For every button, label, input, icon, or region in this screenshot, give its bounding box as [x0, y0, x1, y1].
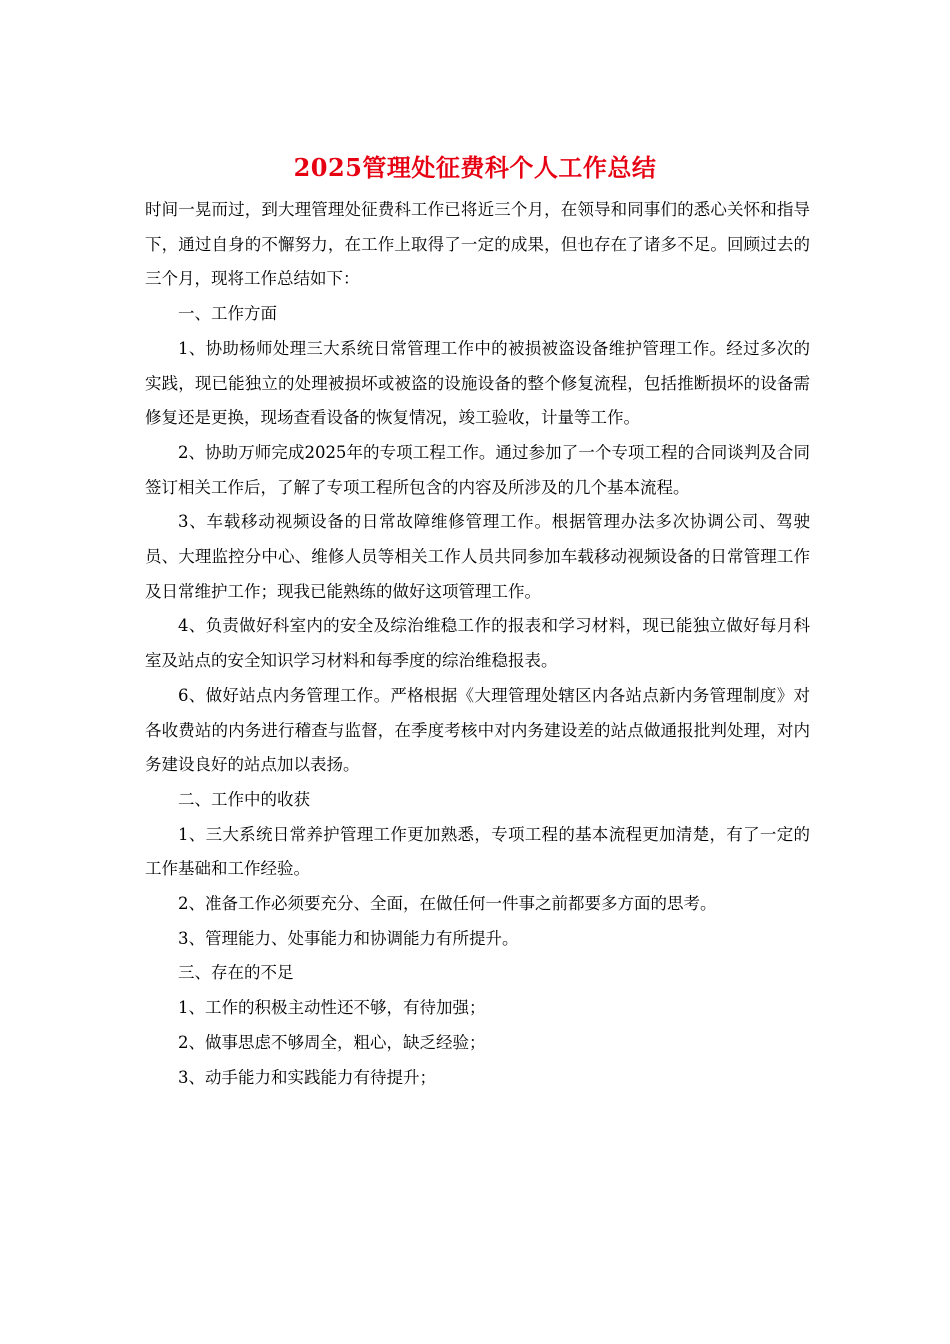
- paragraph-gain-item-2: 2、准备工作必须要充分、全面，在做任何一件事之前都要多方面的思考。: [178, 894, 717, 914]
- document-body: [145, 193, 810, 1095]
- paragraph-shortcoming-item-2: 2、做事思虑不够周全，粗心，缺乏经验；: [178, 1032, 486, 1052]
- paragraph-gain-item-3: 3、管理能力、处事能力和协调能力有所提升。: [178, 928, 519, 948]
- paragraph-work-item-1: 1、协助杨师处理三大系统日常管理工作中的被损被盗设备维护管理工作。经过多次的实践，现已能独立的处理被损坏或被盗的设施设备的整个修复流程，包括推断损坏的设备需修复还是更换，现场查看设备的恢复情况，竣工验收，计量等工作。: [145, 338, 810, 428]
- document-title: 2025管理处征费科个人工作总结: [293, 153, 657, 182]
- paragraph-work-item-2: 2、协助万师完成2025年的专项工程工作。通过参加了一个专项工程的合同谈判及合同签订相关工作后，了解了专项工程所包含的内容及所涉及的几个基本流程。: [145, 442, 810, 497]
- paragraph-shortcoming-item-3: 3、动手能力和实践能力有待提升；: [178, 1067, 436, 1087]
- section-heading-gains: 二、工作中的收获: [178, 789, 310, 809]
- paragraph-work-item-6: 6、做好站点内务管理工作。严格根据《大理管理处辖区内各站点新内务管理制度》对各收费站的内务进行稽查与监督，在季度考核中对内务建设差的站点做通报批判处理，对内务建设良好的站点加以表扬。: [145, 685, 810, 775]
- paragraph-intro: 时间一晃而过，到大理管理处征费科工作已将近三个月，在领导和同事们的悉心关怀和指导下，通过自身的不懈努力，在工作上取得了一定的成果，但也存在了诸多不足。回顾过去的三个月，现将工作总结如下：: [145, 200, 810, 289]
- paragraph-gain-item-1: 1、三大系统日常养护管理工作更加熟悉，专项工程的基本流程更加清楚，有了一定的工作基础和工作经验。: [145, 824, 810, 879]
- paragraph-shortcoming-item-1: 1、工作的积极主动性还不够，有待加强；: [178, 998, 486, 1018]
- paragraph-work-item-3: 3、车载移动视频设备的日常故障维修管理工作。根据管理办法多次协调公司、驾驶员、大理监控分中心、维修人员等相关工作人员共同参加车载移动视频设备的日常管理工作及日常维护工作；现我已能熟练的做好这项管理工作。: [145, 512, 810, 601]
- paragraph-work-item-4: 4、负责做好科室内的安全及综治维稳工作的报表和学习材料，现已能独立做好每月科室及站点的安全知识学习材料和每季度的综治维稳报表。: [145, 616, 810, 671]
- section-heading-work: 一、工作方面: [178, 304, 277, 324]
- section-heading-shortcomings: 三、存在的不足: [178, 963, 294, 983]
